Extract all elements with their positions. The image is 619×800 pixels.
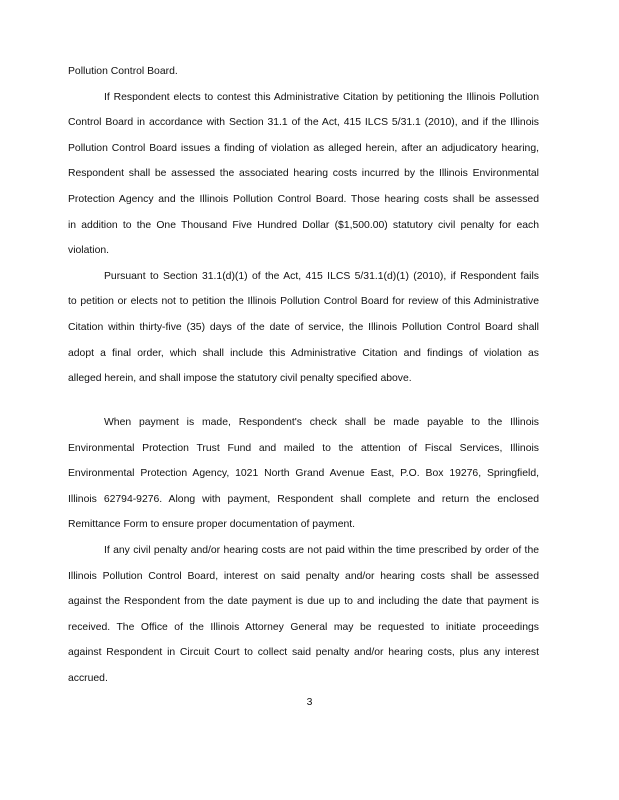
text-line: alleged herein, and shall impose the statutory civil penalty specified above. xyxy=(68,373,412,385)
text-line: adopt a final order, which shall include this Administrative Citation and findings of violation as xyxy=(68,347,539,359)
page-number: 3 xyxy=(306,697,313,708)
text-line: against Respondent in Circuit Court to collect said penalty and/or hearing costs, plus any interest xyxy=(68,647,539,659)
text-line: in addition to the One Thousand Five Hundred Dollar ($1,500.00) statutory civil penalty for each xyxy=(68,219,539,231)
text-line: Illinois 62794-9276. Along with payment, Respondent shall complete and return the enclosed xyxy=(68,493,539,505)
text-line: Environmental Protection Agency, 1021 North Grand Avenue East, P.O. Box 19276, Springfield, xyxy=(68,468,539,480)
text-line: If any civil penalty and/or hearing costs are not paid within the time prescribed by order of the xyxy=(104,544,539,556)
text-line: Pursuant to Section 31.1(d)(1) of the Act, 415 ILCS 5/31.1(d)(1) (2010), if Respondent fails xyxy=(104,270,539,282)
text-block-hearing-costs xyxy=(68,62,539,395)
text-block-payment xyxy=(68,413,539,695)
text-line: Citation within thirty-five (35) days of the date of service, the Illinois Pollution Control Board shall xyxy=(68,321,539,333)
text-line: Illinois Pollution Control Board, interest on said penalty and/or hearing costs shall be assessed xyxy=(68,570,539,582)
text-line: accrued. xyxy=(68,672,108,684)
text-line: Pollution Control Board. xyxy=(68,66,178,77)
text-line: Protection Agency and the Illinois Pollution Control Board. Those hearing costs shall be assessed xyxy=(68,193,539,205)
text-line: Environmental Protection Trust Fund and mailed to the attention of Fiscal Services, Illinois xyxy=(68,442,539,454)
text-line: received. The Office of the Illinois Attorney General may be requested to initiate proceedings xyxy=(68,621,539,633)
text-line: When payment is made, Respondent's check shall be made payable to the Illinois xyxy=(104,417,539,428)
text-line: Respondent shall be assessed the associated hearing costs incurred by the Illinois Environmental xyxy=(68,168,539,180)
text-line: If Respondent elects to contest this Administrative Citation by petitioning the Illinois Pollution xyxy=(104,91,539,103)
text-line: Remittance Form to ensure proper documentation of payment. xyxy=(68,519,356,531)
text-line: Pollution Control Board issues a finding of violation as alleged herein, after an adjudicatory hearing, xyxy=(68,142,539,154)
text-line: to petition or elects not to petition the Illinois Pollution Control Board for review of this Administrative xyxy=(68,296,539,308)
text-line: against the Respondent from the date payment is due up to and including the date that payment is xyxy=(68,596,539,608)
text-line: violation. xyxy=(68,245,110,257)
text-line: Control Board in accordance with Section 31.1 of the Act, 415 ILCS 5/31.1 (2010), and if the Illinois xyxy=(68,117,539,129)
